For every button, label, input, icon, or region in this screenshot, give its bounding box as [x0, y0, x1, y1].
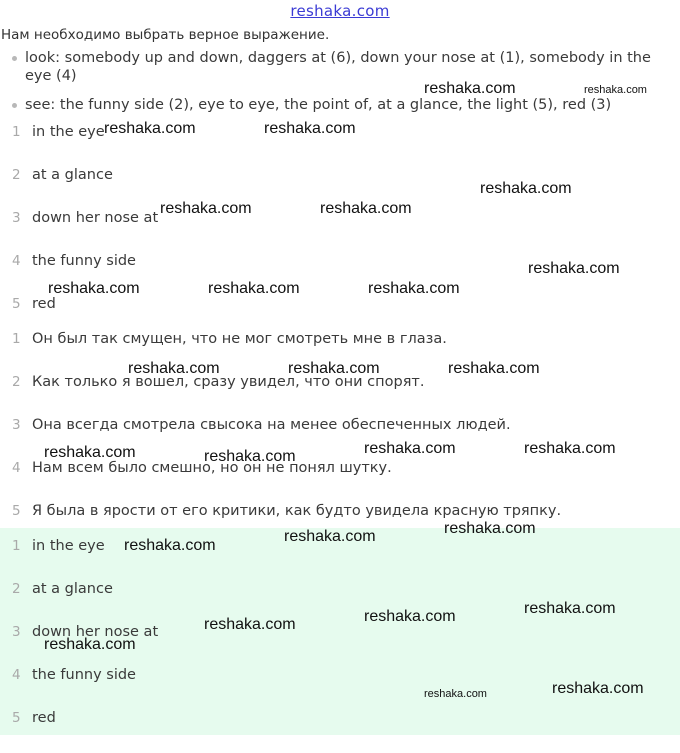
- expression-list: [0, 49, 680, 125]
- translation-item: [0, 374, 680, 417]
- answer-text: the funny side: [32, 667, 136, 683]
- item-number: 3: [12, 210, 21, 226]
- answer-item: [0, 710, 680, 753]
- item-number: 5: [12, 296, 21, 312]
- answers-list: [0, 124, 680, 339]
- watermark: reshaka.com: [424, 80, 516, 97]
- watermark: reshaka.com: [480, 180, 572, 197]
- bullet-dot-icon: [12, 103, 17, 108]
- watermark: reshaka.com: [208, 280, 300, 297]
- watermark: reshaka.com: [204, 448, 296, 465]
- item-number: 1: [12, 538, 21, 554]
- expression-text: see: the funny side (2), eye to eye, the point of, at a glance, the light (5), red (3): [25, 97, 612, 113]
- translation-text: Он был так смущен, что не мог смотреть мне в глаза.: [32, 331, 447, 347]
- item-number: 4: [12, 253, 21, 269]
- watermark: reshaka.com: [364, 440, 456, 457]
- watermark: reshaka.com: [448, 360, 540, 377]
- answer-text: at a glance: [32, 167, 113, 183]
- answer-text: at a glance: [32, 581, 113, 597]
- answer-text: in the eye: [32, 538, 105, 554]
- watermark: reshaka.com: [288, 360, 380, 377]
- watermark: reshaka.com: [44, 636, 136, 653]
- expression-item-look: [0, 49, 680, 85]
- watermark: reshaka.com: [204, 616, 296, 633]
- watermark: reshaka.com: [368, 280, 460, 297]
- expression-text: look: somebody up and down, daggers at (6), down your nose at (1), somebody in the eye (4): [25, 50, 651, 84]
- watermark: reshaka.com: [524, 600, 616, 617]
- translation-text: Она всегда смотрела свысока на менее обеспеченных людей.: [32, 417, 511, 433]
- watermark: reshaka.com: [128, 360, 220, 377]
- item-number: 5: [12, 710, 21, 726]
- watermark: reshaka.com: [104, 120, 196, 137]
- watermark: reshaka.com: [44, 444, 136, 461]
- item-number: 5: [12, 503, 21, 519]
- answer-text: red: [32, 296, 56, 312]
- watermark: reshaka.com: [444, 520, 536, 537]
- instruction-text: Нам необходимо выбрать верное выражение.: [1, 27, 330, 43]
- watermark: reshaka.com: [364, 608, 456, 625]
- answer-text: down her nose at: [32, 210, 159, 226]
- site-title[interactable]: reshaka.com: [290, 2, 390, 20]
- answer-text: the funny side: [32, 253, 136, 269]
- translation-item: [0, 460, 680, 503]
- item-number: 1: [12, 331, 21, 347]
- item-number: 3: [12, 624, 21, 640]
- answer-text: down her nose at: [32, 624, 159, 640]
- watermark: reshaka.com: [160, 200, 252, 217]
- item-number: 4: [12, 667, 21, 683]
- translation-text: Нам всем было смешно, но он не понял шутку.: [32, 460, 392, 476]
- watermark: reshaka.com: [124, 537, 216, 554]
- watermark: reshaka.com: [528, 260, 620, 277]
- watermark: reshaka.com: [264, 120, 356, 137]
- watermark: reshaka.com: [320, 200, 412, 217]
- watermark: reshaka.com: [284, 528, 376, 545]
- bullet-dot-icon: [12, 56, 17, 61]
- item-number: 2: [12, 374, 21, 390]
- answer-text: red: [32, 710, 56, 726]
- item-number: 4: [12, 460, 21, 476]
- item-number: 2: [12, 581, 21, 597]
- item-number: 2: [12, 167, 21, 183]
- translation-text: Я была в ярости от его критики, как будто увидела красную тряпку.: [32, 503, 562, 519]
- watermark: reshaka.com: [48, 280, 140, 297]
- item-number: 1: [12, 124, 21, 140]
- watermark: reshaka.com: [552, 680, 644, 697]
- item-number: 3: [12, 417, 21, 433]
- watermark: reshaka.com: [524, 440, 616, 457]
- expression-item-see: [0, 96, 680, 114]
- watermark: reshaka.com: [584, 84, 647, 96]
- watermark: reshaka.com: [424, 688, 487, 700]
- translation-text: Как только я вошел, сразу увидел, что они спорят.: [32, 374, 425, 390]
- answer-text: in the eye: [32, 124, 105, 140]
